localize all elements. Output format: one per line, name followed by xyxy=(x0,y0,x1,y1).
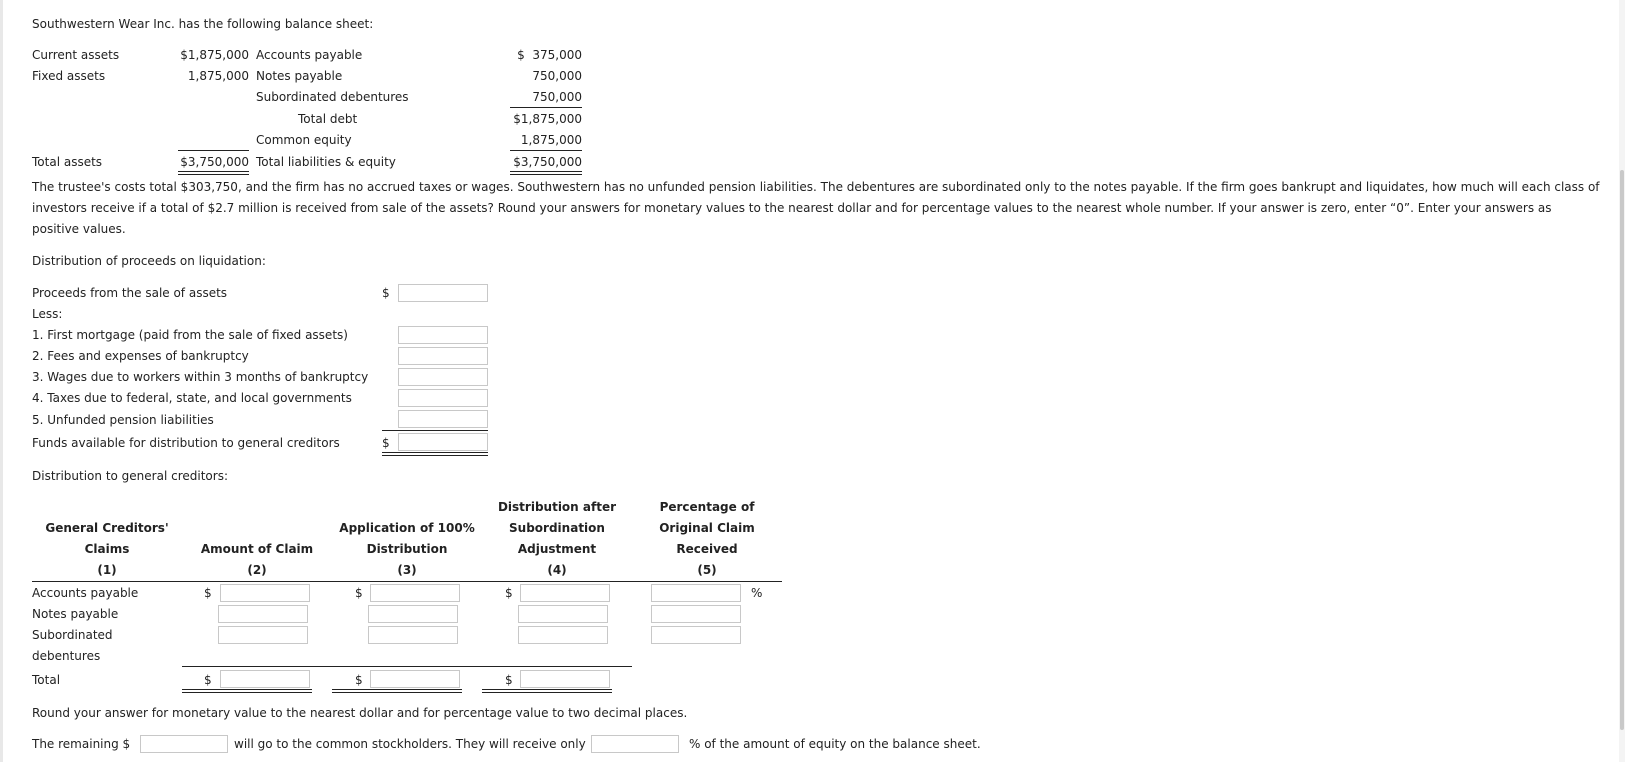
col5-header-line1: Percentage of xyxy=(659,500,755,514)
notes-payable-value: 750,000 xyxy=(532,69,582,83)
double-rule xyxy=(178,171,249,175)
total-liabilities-equity-label: Total liabilities & equity xyxy=(256,155,396,169)
dollar-sign: $ xyxy=(505,586,513,600)
total-application-input[interactable] xyxy=(370,670,460,688)
row-label-accounts-payable: Accounts payable xyxy=(32,586,139,600)
row-label-debentures: debentures xyxy=(32,649,101,663)
np-application-input[interactable] xyxy=(368,605,458,623)
intro-text: Southwestern Wear Inc. has the following balance sheet: xyxy=(32,17,374,31)
header-rule xyxy=(32,581,782,582)
rule xyxy=(178,150,249,151)
rule xyxy=(382,430,488,431)
double-rule xyxy=(382,452,488,456)
row-label-subordinated: Subordinated xyxy=(32,628,113,642)
total-claim-input[interactable] xyxy=(220,670,310,688)
np-percentage-input[interactable] xyxy=(651,605,741,623)
subordinated-debentures-value: 750,000 xyxy=(532,90,582,104)
subordinated-debentures-label: Subordinated debentures xyxy=(256,90,409,104)
bankruptcy-fees-label: 2. Fees and expenses of bankruptcy xyxy=(32,349,249,363)
left-border xyxy=(0,0,3,762)
total-rule xyxy=(182,666,632,667)
dollar-sign: $ xyxy=(382,286,390,300)
sd-application-input[interactable] xyxy=(368,626,458,644)
dollar-sign: $ xyxy=(382,436,390,450)
funds-available-label: Funds available for distribution to general creditors xyxy=(32,436,340,450)
row-label-total: Total xyxy=(32,673,61,687)
taxes-due-input[interactable] xyxy=(398,389,488,407)
bankruptcy-fees-input[interactable] xyxy=(398,347,488,365)
double-rule xyxy=(182,689,312,693)
creditors-title: Distribution to general creditors: xyxy=(32,469,228,483)
percent-sign: % xyxy=(751,586,763,600)
distribution-title: Distribution of proceeds on liquidation: xyxy=(32,254,266,268)
less-label: Less: xyxy=(32,307,63,321)
sd-distribution-input[interactable] xyxy=(518,626,608,644)
current-assets-label: Current assets xyxy=(32,48,120,62)
total-liabilities-equity-value: $3,750,000 xyxy=(513,155,582,169)
double-rule xyxy=(332,689,462,693)
wages-due-label: 3. Wages due to workers within 3 months of bankruptcy xyxy=(32,370,369,384)
col4-header-line1: Distribution after xyxy=(497,500,617,514)
common-equity-value: 1,875,000 xyxy=(520,133,582,147)
col5-header-line3: Received xyxy=(676,542,738,556)
sd-claim-input[interactable] xyxy=(218,626,308,644)
col3-header-line1: Application of 100% xyxy=(339,521,475,535)
accounts-payable-label: Accounts payable xyxy=(256,48,363,62)
rule xyxy=(510,107,582,108)
first-mortgage-input[interactable] xyxy=(398,326,488,344)
scrollbar-thumb[interactable] xyxy=(1620,170,1624,730)
notes-payable-label: Notes payable xyxy=(256,69,343,83)
equity-percentage-input[interactable] xyxy=(591,735,679,753)
remaining-amount-input[interactable] xyxy=(140,735,228,753)
question-text: The trustee's costs total $303,750, and the firm has no accrued taxes or wages. Southwestern has no unfunded pension liabilities. The debentures are subordinated only to the notes payable. If the firm goes bankrupt and liquidates, how much will each class of investors receive if a total of $2.7 million is received from sale of the assets? Round your answers for monetary values to the nearest dollar and for percentage values to the nearest whole number. If your answer is zero, enter “0”. Enter your answers as positive values. xyxy=(32,180,1600,236)
col1-header-line1: General Creditors' xyxy=(45,521,169,535)
funds-available-input[interactable] xyxy=(398,433,488,451)
col1-header-line2: Claims xyxy=(84,542,130,556)
col1-header-number: (1) xyxy=(97,563,117,577)
ap-percentage-input[interactable] xyxy=(651,584,741,602)
ap-application-input[interactable] xyxy=(370,584,460,602)
scrollbar-track[interactable] xyxy=(1619,0,1625,762)
proceeds-input[interactable] xyxy=(398,284,488,302)
col2-header-number: (2) xyxy=(247,563,267,577)
total-debt-value: $1,875,000 xyxy=(513,112,582,126)
col4-header-line2: Subordination xyxy=(509,521,605,535)
remaining-text: The remaining $ xyxy=(32,737,131,751)
col3-header-number: (3) xyxy=(397,563,417,577)
total-distribution-input[interactable] xyxy=(520,670,610,688)
col3-header-line2: Distribution xyxy=(366,542,448,556)
dollar-sign: $ xyxy=(204,673,212,687)
col4-header-line3: Adjustment xyxy=(517,542,597,556)
np-distribution-input[interactable] xyxy=(518,605,608,623)
current-assets-value: $1,875,000 xyxy=(180,48,249,62)
row-label-notes-payable: Notes payable xyxy=(32,607,119,621)
equity-text: % of the amount of equity on the balance sheet. xyxy=(689,737,981,751)
dollar-sign: $ xyxy=(204,586,212,600)
pension-liabilities-input[interactable] xyxy=(398,410,488,428)
col2-header-line1: Amount of Claim xyxy=(200,542,314,556)
ap-distribution-input[interactable] xyxy=(520,584,610,602)
taxes-due-label: 4. Taxes due to federal, state, and local governments xyxy=(32,391,352,405)
first-mortgage-label: 1. First mortgage (paid from the sale of fixed assets) xyxy=(32,328,348,342)
sd-percentage-input[interactable] xyxy=(651,626,741,644)
col5-header-line2: Original Claim xyxy=(659,521,755,535)
ap-claim-input[interactable] xyxy=(220,584,310,602)
dollar-sign: $ xyxy=(355,586,363,600)
col4-header-number: (4) xyxy=(547,563,567,577)
total-assets-value: $3,750,000 xyxy=(180,155,249,169)
total-debt-label: Total debt xyxy=(298,112,358,126)
fixed-assets-value: 1,875,000 xyxy=(187,69,249,83)
np-claim-input[interactable] xyxy=(218,605,308,623)
wages-due-input[interactable] xyxy=(398,368,488,386)
stockholders-text: will go to the common stockholders. They will receive only xyxy=(234,737,586,751)
proceeds-label: Proceeds from the sale of assets xyxy=(32,286,228,300)
total-assets-label: Total assets xyxy=(32,155,103,169)
round-note: Round your answer for monetary value to the nearest dollar and for percentage value to two decimal places. xyxy=(32,706,688,720)
dollar-sign: $ xyxy=(505,673,513,687)
accounts-payable-value: $ 375,000 xyxy=(517,48,582,62)
rule xyxy=(510,150,582,151)
fixed-assets-label: Fixed assets xyxy=(32,69,106,83)
col5-header-number: (5) xyxy=(697,563,717,577)
common-equity-label: Common equity xyxy=(256,133,352,147)
double-rule xyxy=(482,689,612,693)
double-rule xyxy=(510,171,582,175)
pension-liabilities-label: 5. Unfunded pension liabilities xyxy=(32,413,214,427)
dollar-sign: $ xyxy=(355,673,363,687)
